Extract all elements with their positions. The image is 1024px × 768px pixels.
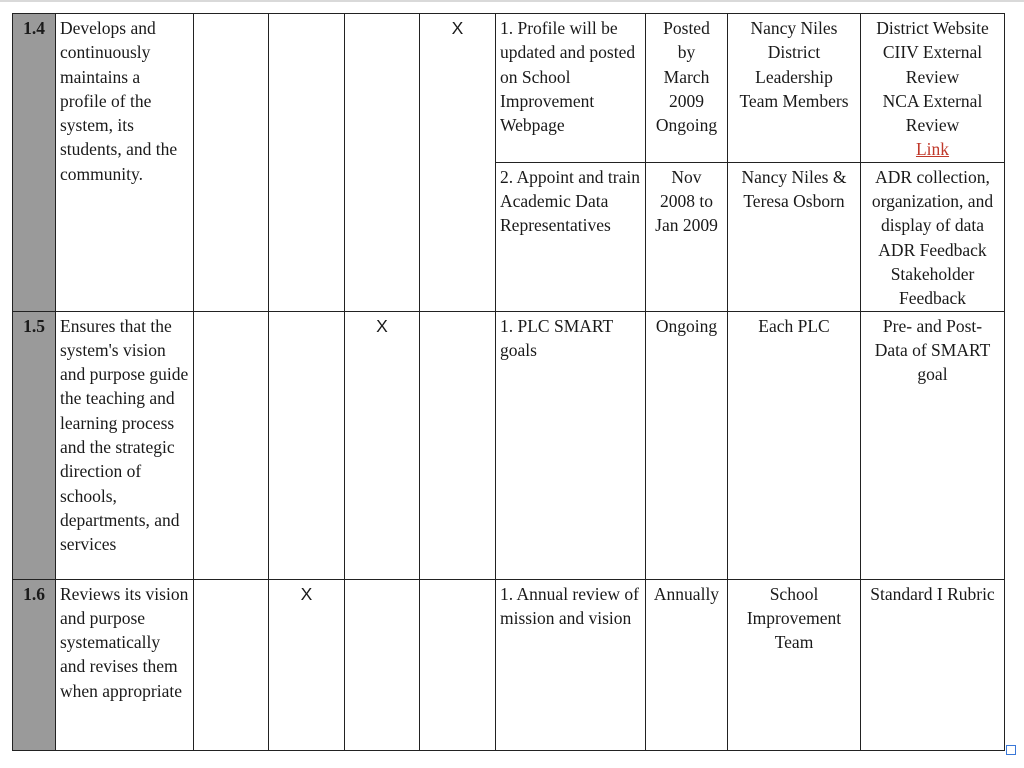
table-row (13, 14, 1005, 163)
standard-description: Develops and continuously maintains a profile of the system, its students, and the community. (56, 14, 194, 312)
rating-cell-1 (194, 14, 269, 312)
responsible-line: District (767, 42, 821, 63)
responsible-line: Nancy Niles & (741, 166, 847, 187)
timeline-cell (646, 311, 728, 579)
responsible-cell (728, 14, 861, 163)
evidence-line: organization, and (871, 191, 994, 212)
resize-handle[interactable] (1006, 745, 1016, 755)
timeline-line: 2009 (669, 90, 704, 111)
responsible-line: Teresa Osborn (743, 191, 845, 212)
rating-cell-2 (269, 14, 345, 312)
action-step: 2. Appoint and train Academic Data Representatives (496, 162, 646, 311)
evidence-link[interactable]: Link (915, 139, 950, 160)
evidence-cell (861, 162, 1005, 311)
responsible-line: Leadership (755, 66, 833, 87)
responsible-line: School (769, 583, 819, 604)
responsible-line: Improvement (746, 607, 842, 628)
evidence-cell (861, 14, 1005, 163)
standard-number: 1.6 (13, 579, 56, 750)
responsible-cell (728, 579, 861, 750)
action-step: 1. Annual review of mission and vision (496, 579, 646, 750)
top-rule (0, 0, 1024, 2)
timeline-line: Annually (653, 583, 720, 604)
evidence-line: Stakeholder (890, 263, 975, 284)
rating-mark: X (345, 311, 420, 579)
timeline-line: 2008 to (660, 191, 713, 212)
standard-number: 1.4 (13, 14, 56, 312)
standard-description: Ensures that the system's vision and purpose guide the teaching and learning process and the strategic direction of schools, departments, and services (56, 311, 194, 579)
responsible-line: Nancy Niles (750, 18, 838, 38)
evidence-line: Review (905, 66, 960, 87)
rating-cell-1 (194, 579, 269, 750)
evidence-line: CIIV External (882, 42, 983, 63)
timeline-line: Ongoing (655, 115, 718, 136)
rating-cell-3 (345, 14, 420, 312)
standard-number: 1.5 (13, 311, 56, 579)
responsible-line: Team (774, 632, 814, 653)
evidence-line: ADR collection, (875, 166, 990, 187)
rating-mark: X (269, 579, 345, 750)
responsible-line: Team Members (739, 90, 849, 111)
timeline-line: Ongoing (655, 315, 718, 336)
table-row (13, 579, 1005, 750)
evidence-line: Standard I Rubric (870, 583, 995, 604)
evidence-line: display of data (880, 215, 985, 236)
rating-cell-2 (269, 311, 345, 579)
rating-cell-3 (345, 579, 420, 750)
responsible-cell (728, 162, 861, 311)
standard-description: Reviews its vision and purpose systematically and revises them when appropriate (56, 579, 194, 750)
evidence-line: Pre- and Post- (882, 315, 983, 336)
evidence-line: Feedback (898, 288, 967, 309)
table-row (13, 311, 1005, 579)
responsible-cell (728, 311, 861, 579)
rating-cell-4 (420, 311, 496, 579)
evidence-cell (861, 579, 1005, 750)
timeline-cell (646, 162, 728, 311)
evidence-line: Review (905, 115, 960, 136)
evidence-line: District Website (876, 18, 989, 38)
evidence-line: goal (917, 364, 948, 385)
timeline-line: Jan 2009 (655, 215, 718, 236)
evidence-line: Data of SMART (874, 339, 991, 360)
evidence-cell (861, 311, 1005, 579)
improvement-plan-table (12, 13, 1005, 751)
responsible-line: Each PLC (758, 315, 830, 336)
rating-mark: X (420, 14, 496, 312)
action-step: 1. PLC SMART goals (496, 311, 646, 579)
timeline-line: Posted (663, 18, 710, 38)
timeline-line: Nov (671, 166, 702, 187)
action-step: 1. Profile will be updated and posted on School Improvement Webpage (496, 14, 646, 163)
evidence-line: ADR Feedback (878, 239, 987, 260)
rating-cell-1 (194, 311, 269, 579)
rating-cell-4 (420, 579, 496, 750)
timeline-cell (646, 14, 728, 163)
timeline-line: by (677, 42, 696, 63)
evidence-line: NCA External (882, 90, 983, 111)
timeline-line: March (663, 66, 710, 87)
timeline-cell (646, 579, 728, 750)
